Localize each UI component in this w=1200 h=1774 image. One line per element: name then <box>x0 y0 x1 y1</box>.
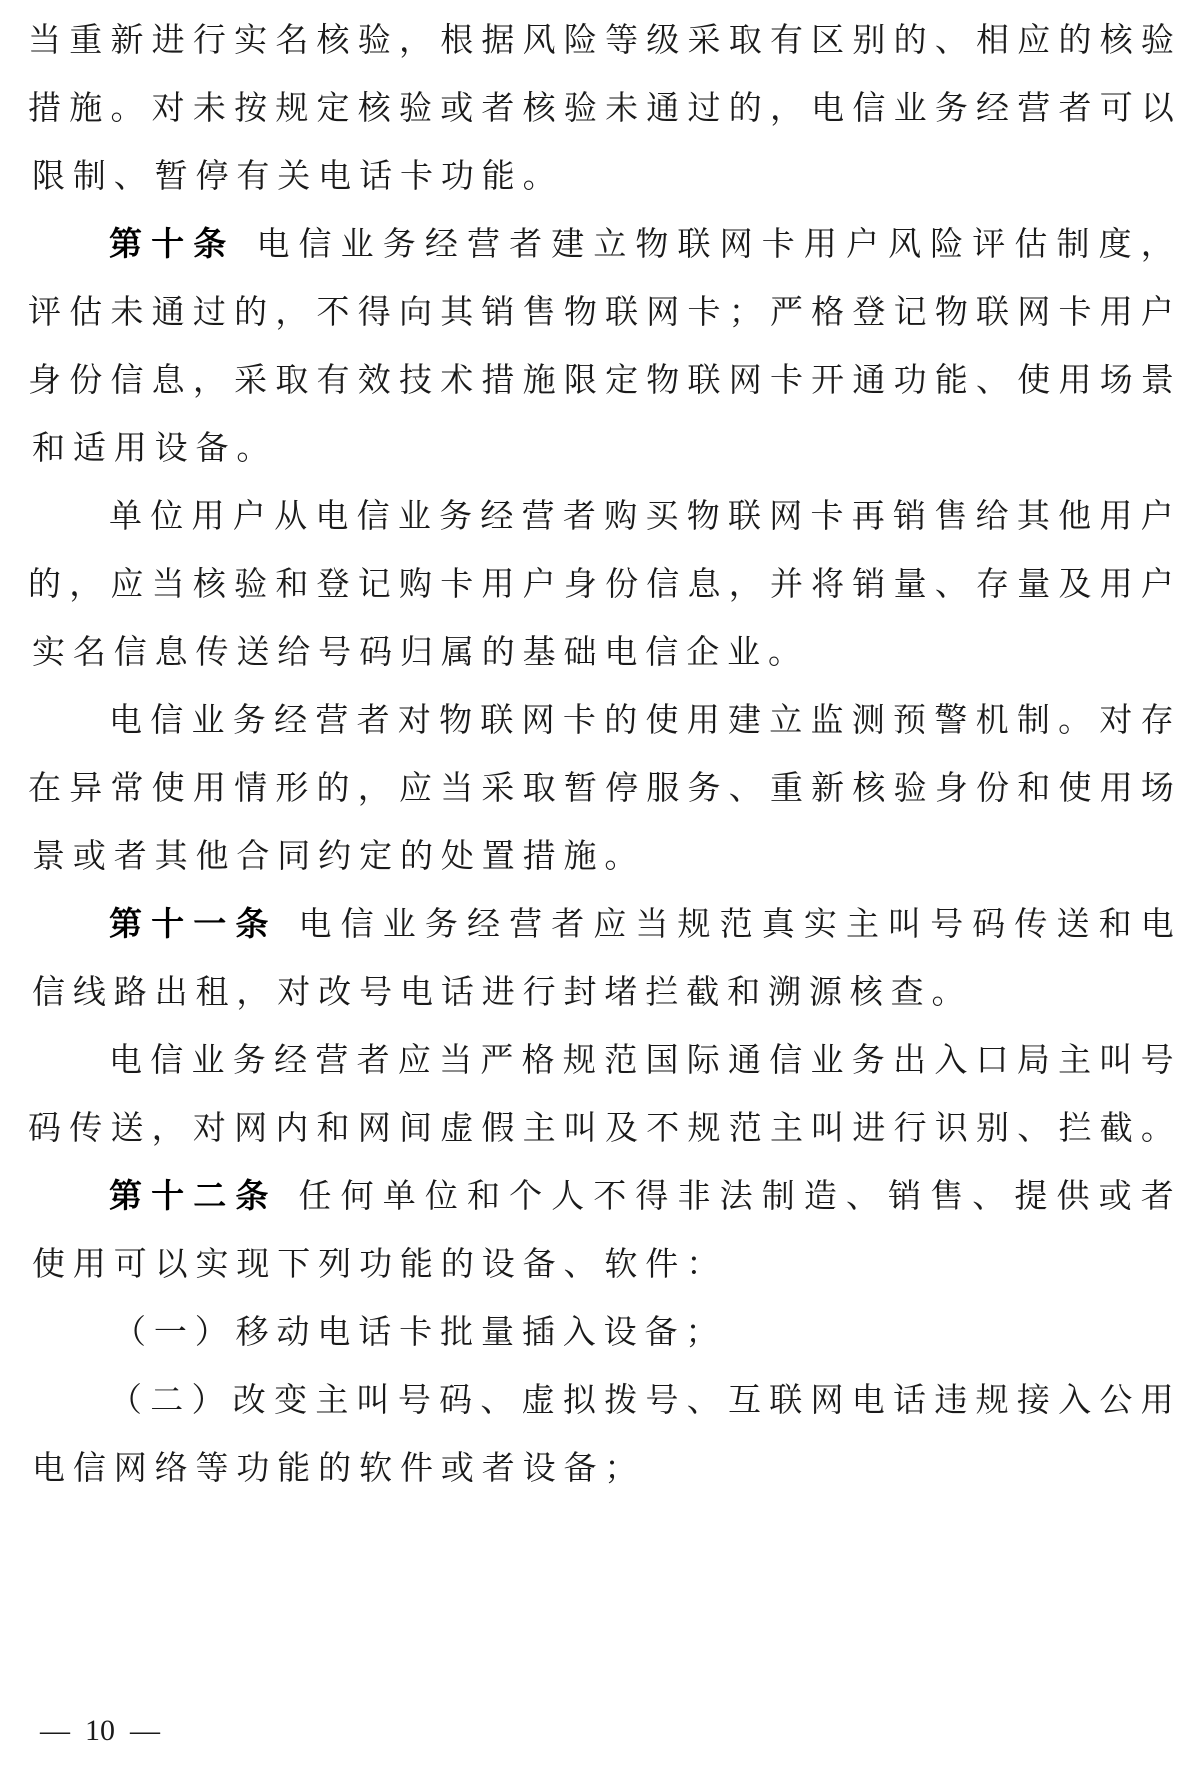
text-line: 景 或 者 其 他 合 同 约 定 的 处 置 措 施 。 <box>31 836 638 875</box>
text-line: 身 份 信 息 ， 采 取 有 效 技 术 措 施 限 定 物 联 网 卡 开 通 功 能 、 使 用 场 景 <box>28 360 1174 399</box>
article-heading-line: 第 十 一 条 电 信 业 务 经 营 者 应 当 规 范 真 实 主 叫 号 码 传 送 和 电 <box>109 904 1174 943</box>
text-line: 和 适 用 设 备 。 <box>31 428 270 467</box>
text-line: 使 用 可 以 实 现 下 列 功 能 的 设 备 、 软 件 ： <box>31 1244 720 1283</box>
page-number: — 10 — <box>40 1714 160 1747</box>
text-line: 实 名 信 息 传 送 给 号 码 归 属 的 基 础 电 信 企 业 。 <box>31 632 801 671</box>
text-line: 码 传 送 ， 对 网 内 和 网 间 虚 假 主 叫 及 不 规 范 主 叫 进 行 识 别 、 拦 截 。 <box>28 1108 1174 1147</box>
text-line: （ 二 ） 改 变 主 叫 号 码 、 虚 拟 拨 号 、 互 联 网 电 话 违 规 接 入 公 用 <box>109 1380 1174 1419</box>
text-line: 信 线 路 出 租 ， 对 改 号 电 话 进 行 封 堵 拦 截 和 溯 源 核 查 。 <box>31 972 965 1011</box>
text-line: 评 估 未 通 过 的 ， 不 得 向 其 销 售 物 联 网 卡 ； 严 格 登 记 物 联 网 卡 用 户 <box>28 292 1174 331</box>
text-line: 限 制 、 暂 停 有 关 电 话 卡 功 能 。 <box>31 156 556 195</box>
text-line: 在 异 常 使 用 情 形 的 ， 应 当 采 取 暂 停 服 务 、 重 新 核 验 身 份 和 使 用 场 <box>28 768 1174 807</box>
text-line: 的 ， 应 当 核 验 和 登 记 购 卡 用 户 身 份 信 息 ， 并 将 销 量 、 存 量 及 用 户 <box>28 564 1174 603</box>
text-line: （ 一 ） 移 动 电 话 卡 批 量 插 入 设 备 ； <box>112 1312 719 1351</box>
text-line: 当 重 新 进 行 实 名 核 验 ， 根 据 风 险 等 级 采 取 有 区 别 的 、 相 应 的 核 验 <box>28 20 1174 59</box>
text-line: 单 位 用 户 从 电 信 业 务 经 营 者 购 买 物 联 网 卡 再 销 售 给 其 他 用 户 <box>109 496 1174 535</box>
article-heading-line: 第 十 二 条 任 何 单 位 和 个 人 不 得 非 法 制 造 、 销 售 、 提 供 或 者 <box>109 1176 1174 1215</box>
text-line: 电 信 业 务 经 营 者 对 物 联 网 卡 的 使 用 建 立 监 测 预 警 机 制 。 对 存 <box>109 700 1174 739</box>
text-line: 电 信 业 务 经 营 者 应 当 严 格 规 范 国 际 通 信 业 务 出 入 口 局 主 叫 号 <box>109 1040 1174 1079</box>
text-line: 电 信 网 络 等 功 能 的 软 件 或 者 设 备 ； <box>31 1448 638 1487</box>
article-heading-line: 第 十 条 电 信 业 务 经 营 者 建 立 物 联 网 卡 用 户 风 险 评 估 制 度 ， <box>109 224 1174 263</box>
text-line: 措 施 。 对 未 按 规 定 核 验 或 者 核 验 未 通 过 的 ， 电 信 业 务 经 营 者 可 以 <box>28 88 1174 127</box>
